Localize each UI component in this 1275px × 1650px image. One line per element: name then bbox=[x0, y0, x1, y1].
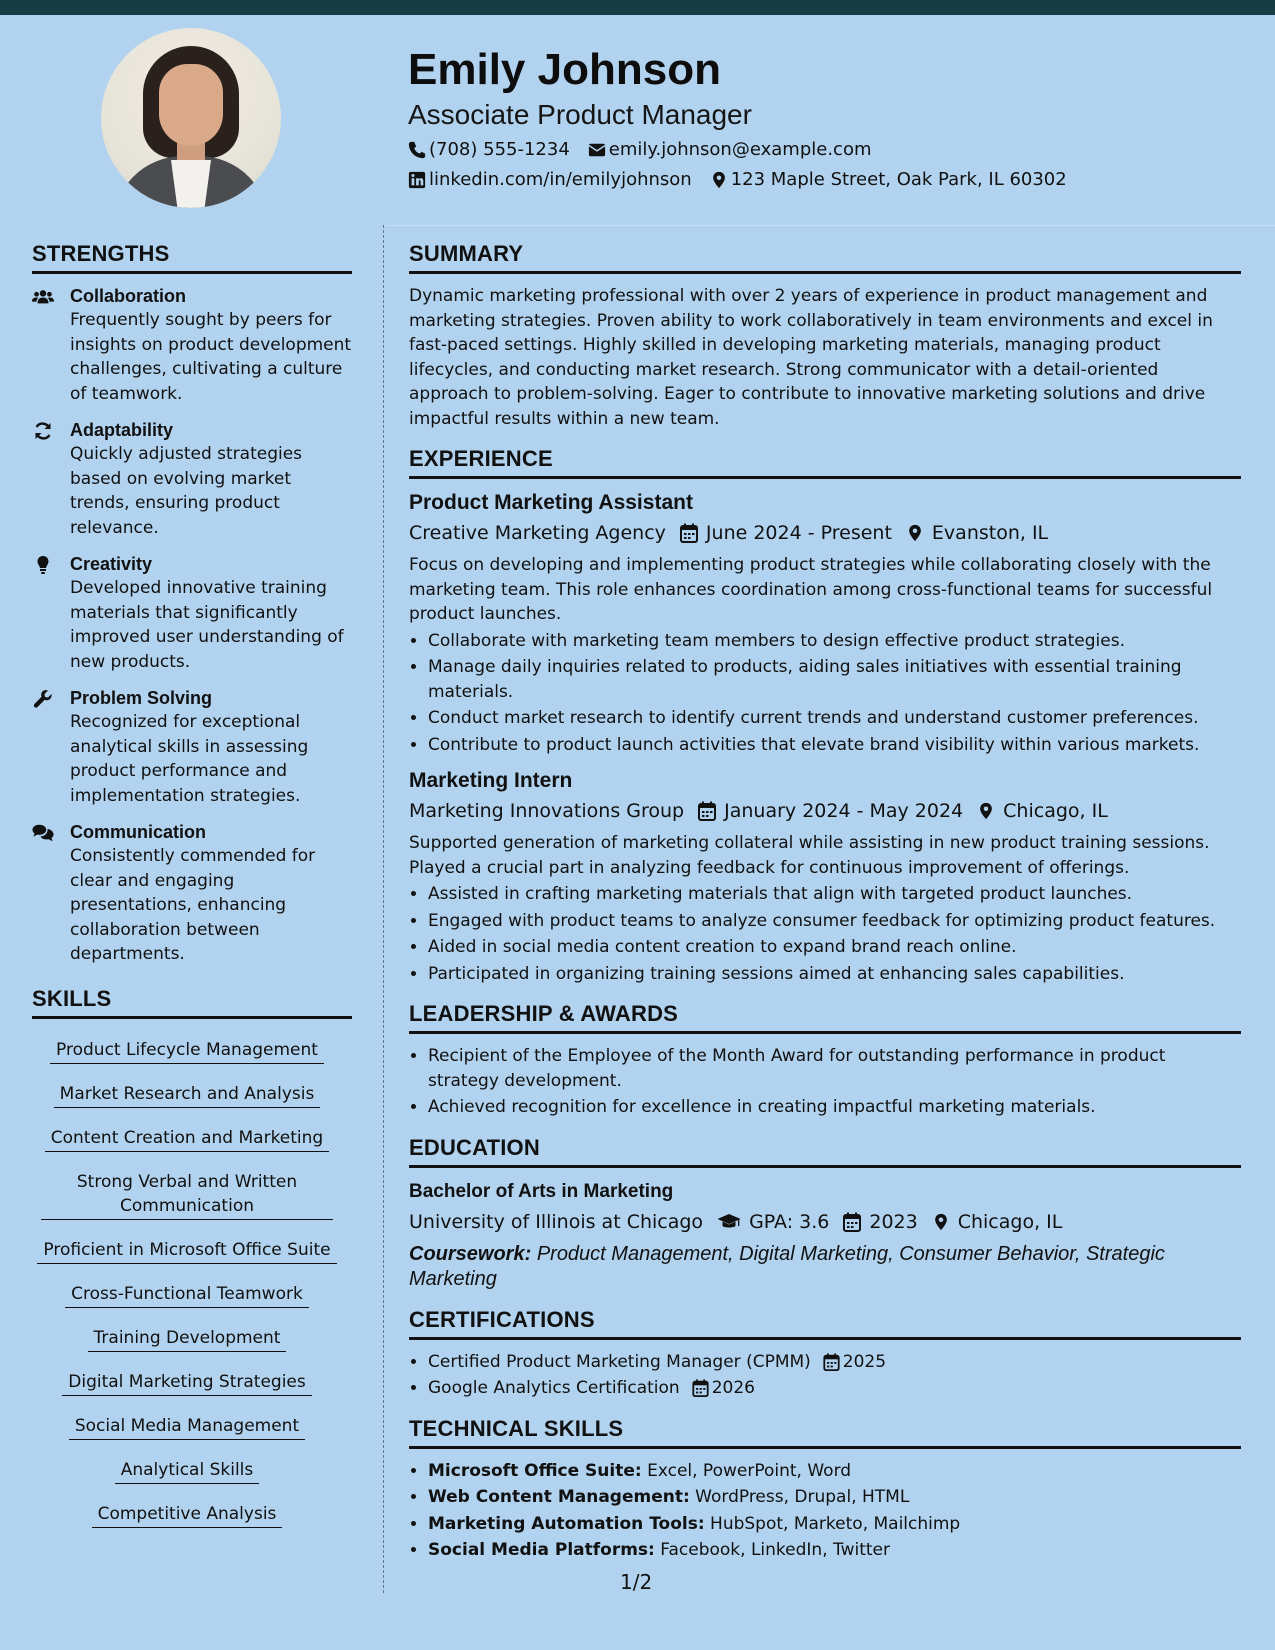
technical-skill-label: Marketing Automation Tools: bbox=[428, 1513, 705, 1534]
calendar-icon bbox=[692, 1379, 709, 1397]
skill-tag: Strong Verbal and Written Communication bbox=[41, 1170, 333, 1220]
page-number: 1/2 bbox=[620, 1570, 653, 1594]
profile-photo bbox=[101, 28, 281, 208]
linkedin-contact[interactable] bbox=[408, 168, 692, 192]
contact-line-2 bbox=[408, 168, 1248, 192]
skills-list bbox=[32, 1029, 342, 1537]
education-heading: EDUCATION bbox=[409, 1134, 1241, 1168]
bullet-item: • Collaborate with marketing team members to design effective product strategies. bbox=[428, 629, 1241, 654]
skill-tag: Market Research and Analysis bbox=[54, 1082, 321, 1108]
technical-skill-item bbox=[428, 1459, 1241, 1484]
technical-skill-label: Web Content Management: bbox=[428, 1487, 690, 1507]
strength-name: Adaptability bbox=[70, 420, 174, 440]
map-pin-icon bbox=[932, 1212, 950, 1232]
skill-tag: Digital Marketing Strategies bbox=[62, 1370, 312, 1396]
calendar-icon bbox=[843, 1212, 861, 1232]
job-location: Chicago, IL bbox=[1003, 800, 1108, 822]
bullet-item: • Achieved recognition for excellence in creating impactful marketing materials. bbox=[428, 1095, 1241, 1120]
job-meta bbox=[409, 519, 1241, 547]
job-location: Evanston, IL bbox=[931, 522, 1049, 544]
job-title: Product Marketing Assistant bbox=[409, 491, 693, 514]
technical-skill-value: Facebook, LinkedIn, Twitter bbox=[660, 1540, 890, 1560]
certification-year: 2026 bbox=[711, 1378, 755, 1398]
bullet-item: • Participated in organizing training sessions aimed at enhancing sales capabilities. bbox=[428, 962, 1241, 987]
bullet-item: • Aided in social media content creation to expand brand reach online. bbox=[428, 935, 1241, 960]
refresh-icon bbox=[32, 421, 54, 441]
certification-year: 2025 bbox=[842, 1351, 887, 1372]
technical-skill-label: Social Media Platforms: bbox=[428, 1540, 655, 1560]
experience-heading: EXPERIENCE bbox=[409, 445, 1241, 479]
summary-section bbox=[409, 240, 1241, 431]
skill-tag: Product Lifecycle Management bbox=[50, 1038, 324, 1064]
email-text: emily.johnson@example.com bbox=[608, 139, 872, 160]
strengths-list bbox=[32, 284, 352, 967]
bullet-item: • Manage daily inquiries related to products, aiding sales initiatives with essential training materials. bbox=[428, 655, 1241, 704]
coursework-text: Product Management, Digital Marketing, Consumer Behavior, Strategic Marketing bbox=[409, 1242, 1165, 1290]
map-pin-icon bbox=[977, 801, 995, 821]
certifications-section bbox=[409, 1306, 1241, 1401]
calendar-icon bbox=[698, 801, 716, 821]
skill-tag: Competitive Analysis bbox=[92, 1502, 283, 1528]
candidate-name: Emily Johnson bbox=[408, 45, 721, 94]
calendar-icon bbox=[680, 523, 698, 543]
graduation-year: 2023 bbox=[869, 1210, 918, 1233]
bullet-item: • Engaged with product teams to analyze consumer feedback for optimizing product features. bbox=[428, 909, 1241, 934]
skills-section bbox=[32, 985, 352, 1537]
school-name: University of Illinois at Chicago bbox=[409, 1210, 704, 1233]
skill-tag: Training Development bbox=[88, 1326, 287, 1352]
technical-skill-value: HubSpot, Marketo, Mailchimp bbox=[710, 1513, 961, 1534]
phone-contact[interactable] bbox=[408, 138, 570, 162]
map-pin-icon bbox=[906, 523, 924, 543]
strength-desc: Recognized for exceptional analytical skills in assessing product performance and implementation strategies. bbox=[70, 712, 309, 806]
technical-skill-value: Excel, PowerPoint, Word bbox=[647, 1460, 852, 1481]
job-company: Creative Marketing Agency bbox=[409, 522, 666, 544]
job-bullets bbox=[409, 882, 1241, 986]
strength-desc: Developed innovative training materials that significantly improved user understanding of new products. bbox=[70, 578, 344, 672]
top-accent-bar bbox=[0, 0, 1275, 15]
job-dates: January 2024 - May 2024 bbox=[724, 800, 964, 822]
strength-item bbox=[32, 686, 352, 808]
contact-line-1 bbox=[408, 138, 1248, 162]
job-bullets bbox=[409, 629, 1241, 758]
phone-text: (708) 555-1234 bbox=[429, 139, 570, 160]
bullet-item: • Assisted in crafting marketing materials that align with targeted product launches. bbox=[428, 882, 1241, 907]
technical-skill-item bbox=[428, 1485, 1241, 1510]
bullet-item: • Recipient of the Employee of the Month Award for outstanding performance in product strategy development. bbox=[428, 1044, 1241, 1093]
certification-item bbox=[428, 1376, 1241, 1401]
leadership-list bbox=[409, 1044, 1241, 1120]
certification-item bbox=[428, 1350, 1241, 1375]
phone-icon bbox=[408, 141, 426, 159]
header-divider bbox=[385, 225, 1275, 226]
left-column bbox=[32, 240, 352, 1537]
calendar-icon bbox=[823, 1353, 840, 1371]
job-entry bbox=[409, 489, 1241, 757]
skill-tag: Analytical Skills bbox=[115, 1458, 260, 1484]
linkedin-icon bbox=[408, 171, 426, 189]
skill-tag: Content Creation and Marketing bbox=[45, 1126, 329, 1152]
summary-text: Dynamic marketing professional with over 2 years of experience in product management and marketing strategies. Proven ability to work collaboratively in team environments and excel in fast-paced settings. Highly skilled in developing marketing materials, managing product lifecycles, and conducting market research. Strong communicator with a detail-oriented approach to problem-solving. Eager to contribute to innovative marketing solutions and drive impactful results within a new team. bbox=[409, 286, 1213, 429]
column-divider bbox=[383, 225, 384, 1593]
strength-name: Problem Solving bbox=[70, 688, 213, 708]
certifications-list bbox=[409, 1350, 1241, 1401]
bullet-item: • Conduct market research to identify current trends and understand customer preferences. bbox=[428, 706, 1241, 731]
coursework-label: Coursework: bbox=[409, 1242, 532, 1265]
job-title: Marketing Intern bbox=[409, 769, 573, 792]
candidate-role: Associate Product Manager bbox=[408, 99, 752, 130]
strength-item bbox=[32, 552, 352, 674]
lightbulb-icon bbox=[32, 555, 54, 575]
job-description: Focus on developing and implementing product strategies while collaborating closely with the marketing team. This role enhances coordination among cross-functional teams for successful product launches. bbox=[409, 555, 1213, 624]
job-dates: June 2024 - Present bbox=[705, 522, 892, 544]
email-contact[interactable] bbox=[588, 138, 872, 162]
address-contact bbox=[710, 168, 1067, 192]
linkedin-text: linkedin.com/in/emilyjohnson bbox=[429, 169, 692, 190]
job-description: Supported generation of marketing collateral while assisting in new product training sessions. Played a crucial part in analyzing feedback for continuous improvement of offerings. bbox=[409, 833, 1210, 878]
envelope-icon bbox=[588, 141, 606, 159]
graduation-cap-icon bbox=[717, 1212, 741, 1232]
technical-skills-list bbox=[409, 1459, 1241, 1563]
technical-skills-section bbox=[409, 1415, 1241, 1563]
certification-name: • Certified Product Marketing Manager (CPMM) bbox=[428, 1351, 811, 1372]
experience-section bbox=[409, 445, 1241, 986]
comments-icon bbox=[32, 823, 54, 843]
skill-tag: Social Media Management bbox=[69, 1414, 305, 1440]
coursework bbox=[409, 1242, 1241, 1292]
job-company: Marketing Innovations Group bbox=[409, 800, 685, 822]
wrench-icon bbox=[32, 689, 54, 709]
map-pin-icon bbox=[710, 171, 728, 189]
users-icon bbox=[32, 287, 54, 307]
skills-heading: SKILLS bbox=[32, 985, 352, 1019]
skill-tag: Proficient in Microsoft Office Suite bbox=[37, 1238, 336, 1264]
certification-name: • Google Analytics Certification bbox=[428, 1378, 680, 1398]
right-column bbox=[409, 240, 1241, 1577]
summary-heading: SUMMARY bbox=[409, 240, 1241, 274]
strength-item bbox=[32, 820, 352, 967]
technical-skill-item bbox=[428, 1538, 1241, 1563]
strength-name: Creativity bbox=[70, 554, 153, 574]
resume-header bbox=[408, 44, 1248, 192]
leadership-heading: LEADERSHIP & AWARDS bbox=[409, 1000, 1241, 1034]
gpa-text: GPA: 3.6 bbox=[749, 1210, 830, 1233]
school-location: Chicago, IL bbox=[957, 1210, 1063, 1233]
strength-name: Collaboration bbox=[70, 286, 186, 306]
strength-item bbox=[32, 284, 352, 406]
bullet-item: • Contribute to product launch activities that elevate brand visibility within various markets. bbox=[428, 733, 1241, 758]
strength-name: Communication bbox=[70, 822, 207, 842]
leadership-section bbox=[409, 1000, 1241, 1120]
technical-skills-heading: TECHNICAL SKILLS bbox=[409, 1415, 1241, 1449]
strength-desc: Consistently commended for clear and engaging presentations, enhancing collaboration between departments. bbox=[70, 846, 316, 964]
technical-skill-label: Microsoft Office Suite: bbox=[428, 1460, 642, 1481]
technical-skill-value: WordPress, Drupal, HTML bbox=[695, 1487, 910, 1507]
degree-title: Bachelor of Arts in Marketing bbox=[409, 1180, 674, 1202]
address-text: 123 Maple Street, Oak Park, IL 60302 bbox=[730, 169, 1067, 190]
strength-desc: Frequently sought by peers for insights on product development challenges, cultivating a culture of teamwork. bbox=[70, 310, 352, 404]
education-section bbox=[409, 1134, 1241, 1292]
certifications-heading: CERTIFICATIONS bbox=[409, 1306, 1241, 1340]
education-meta bbox=[409, 1208, 1241, 1236]
strength-desc: Quickly adjusted strategies based on evolving market trends, ensuring product relevance. bbox=[70, 444, 303, 538]
job-entry bbox=[409, 767, 1241, 986]
job-meta bbox=[409, 797, 1241, 825]
strength-item bbox=[32, 418, 352, 540]
strengths-heading: STRENGTHS bbox=[32, 240, 352, 274]
skill-tag: Cross-Functional Teamwork bbox=[65, 1282, 309, 1308]
technical-skill-item bbox=[428, 1512, 1241, 1537]
